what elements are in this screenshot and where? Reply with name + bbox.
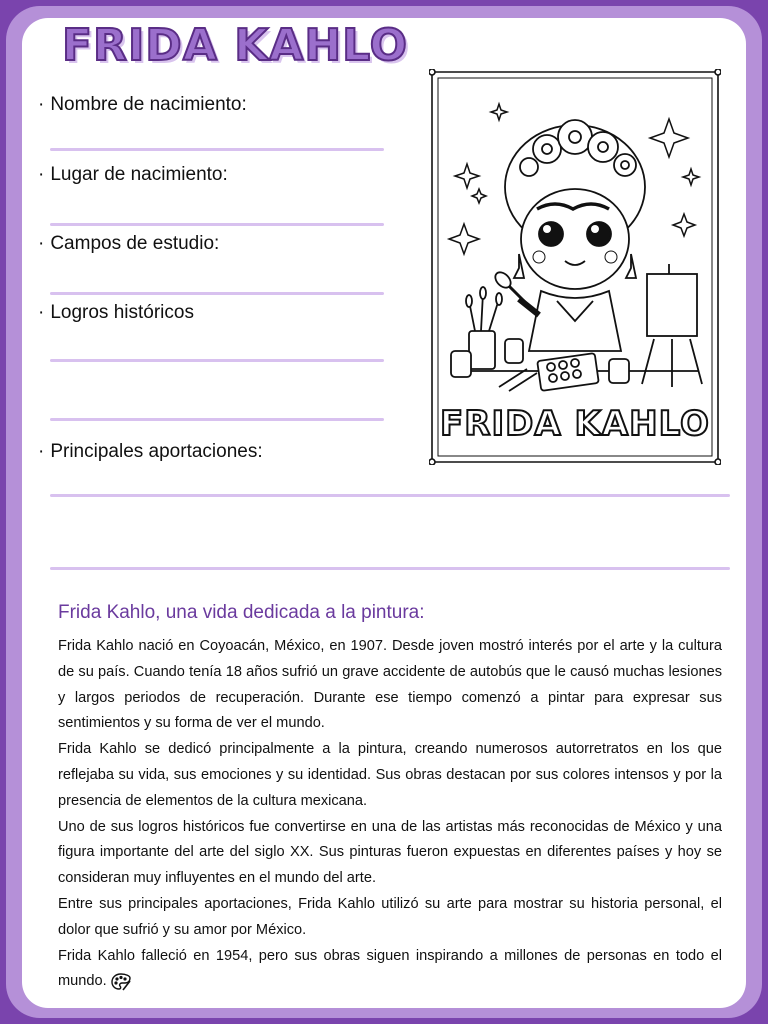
star-icon [472,189,486,203]
face [521,189,629,289]
bio-paragraph-1: Frida Kahlo nació en Coyoacán, México, en 1907. Desde joven mostró interés por el arte y la cultura de su país. Cuando tenía 18 años sufrió un grave accidente de autobús que le causó muchas lesiones y largos periodos de recuperación. Durante ese tiempo comenzó a pintar para expresar sus sentimientos y su forma de ver el mundo. [58,638,722,732]
worksheet-title: FRIDA KAHLO [62,20,409,71]
palette-icon [111,973,131,991]
answer-line-campos[interactable] [50,292,384,295]
answer-line-aportaciones-1[interactable] [50,494,730,497]
paint-bottle-icon [451,351,471,377]
field-aportaciones-label: Principales aportaciones: [50,441,263,462]
right-eye [587,222,611,246]
star-icon [683,169,699,185]
star-icon [449,224,479,254]
bio-heading: Frida Kahlo, una vida dedicada a la pintura: [58,602,425,623]
field-campos-label: Campos de estudio: [50,233,220,254]
field-logros-label: Logros históricos [50,302,194,323]
bio-text [58,634,722,995]
answer-line-logros-2[interactable] [50,418,384,421]
field-logros: · Logros históricos [38,302,194,323]
cheek [533,251,545,263]
star-icon [491,104,507,120]
field-aportaciones: · Principales aportaciones: [38,441,263,462]
paint-bottle-icon [505,339,523,363]
star-icon [650,119,688,157]
paint-palette-icon [537,353,599,391]
brush-icon [499,369,537,391]
bio-paragraph-3: Uno de sus logros históricos fue convertirse en una de las artistas más reconocidas de México y una figura importante del arte del siglo XX. Sus pinturas fueron expuestas en diferentes países y hoy se consideran muy influyentes en el mundo del arte. [58,818,722,887]
illustration-caption: FRIDA KAHLO [440,404,710,444]
bio-paragraph-5 [58,944,722,996]
field-nombre: · Nombre de nacimiento: [38,94,247,115]
field-lugar-label: Lugar de nacimiento: [50,164,228,185]
bio-paragraph-2: Frida Kahlo se dedicó principalmente a la pintura, creando numerosos autorretratos en los que reflejaba su vida, sus emociones y su identidad. Sus obras destacan por sus colores intensos y por la presencia de elementos de la cultura mexicana. [58,741,722,809]
answer-line-logros-1[interactable] [50,359,384,362]
field-campos: · Campos de estudio: [38,233,220,254]
cheek [605,251,617,263]
bio-paragraph-5-text: Frida Kahlo falleció en 1954, pero sus obras siguen inspirando a millones de personas en todo el mundo. [58,947,722,990]
earring [626,254,636,278]
easel-icon [642,264,702,387]
field-nombre-label: Nombre de nacimiento: [50,94,247,115]
paint-bottle-icon [609,359,629,383]
answer-line-lugar[interactable] [50,223,384,226]
left-eye [539,222,563,246]
earring [514,254,524,278]
field-lugar: · Lugar de nacimiento: [38,164,228,185]
frida-coloring-illustration [429,69,721,465]
bio-paragraph-4: Entre sus principales aportaciones, Frida Kahlo utilizó su arte para mostrar su historia personal, el dolor que sufrió y su amor por México. [58,895,722,938]
worksheet-page [22,18,746,1008]
answer-line-nombre[interactable] [50,148,384,151]
answer-line-aportaciones-2[interactable] [50,567,730,570]
star-icon [455,164,479,188]
arm [519,299,539,315]
star-icon [673,214,695,236]
